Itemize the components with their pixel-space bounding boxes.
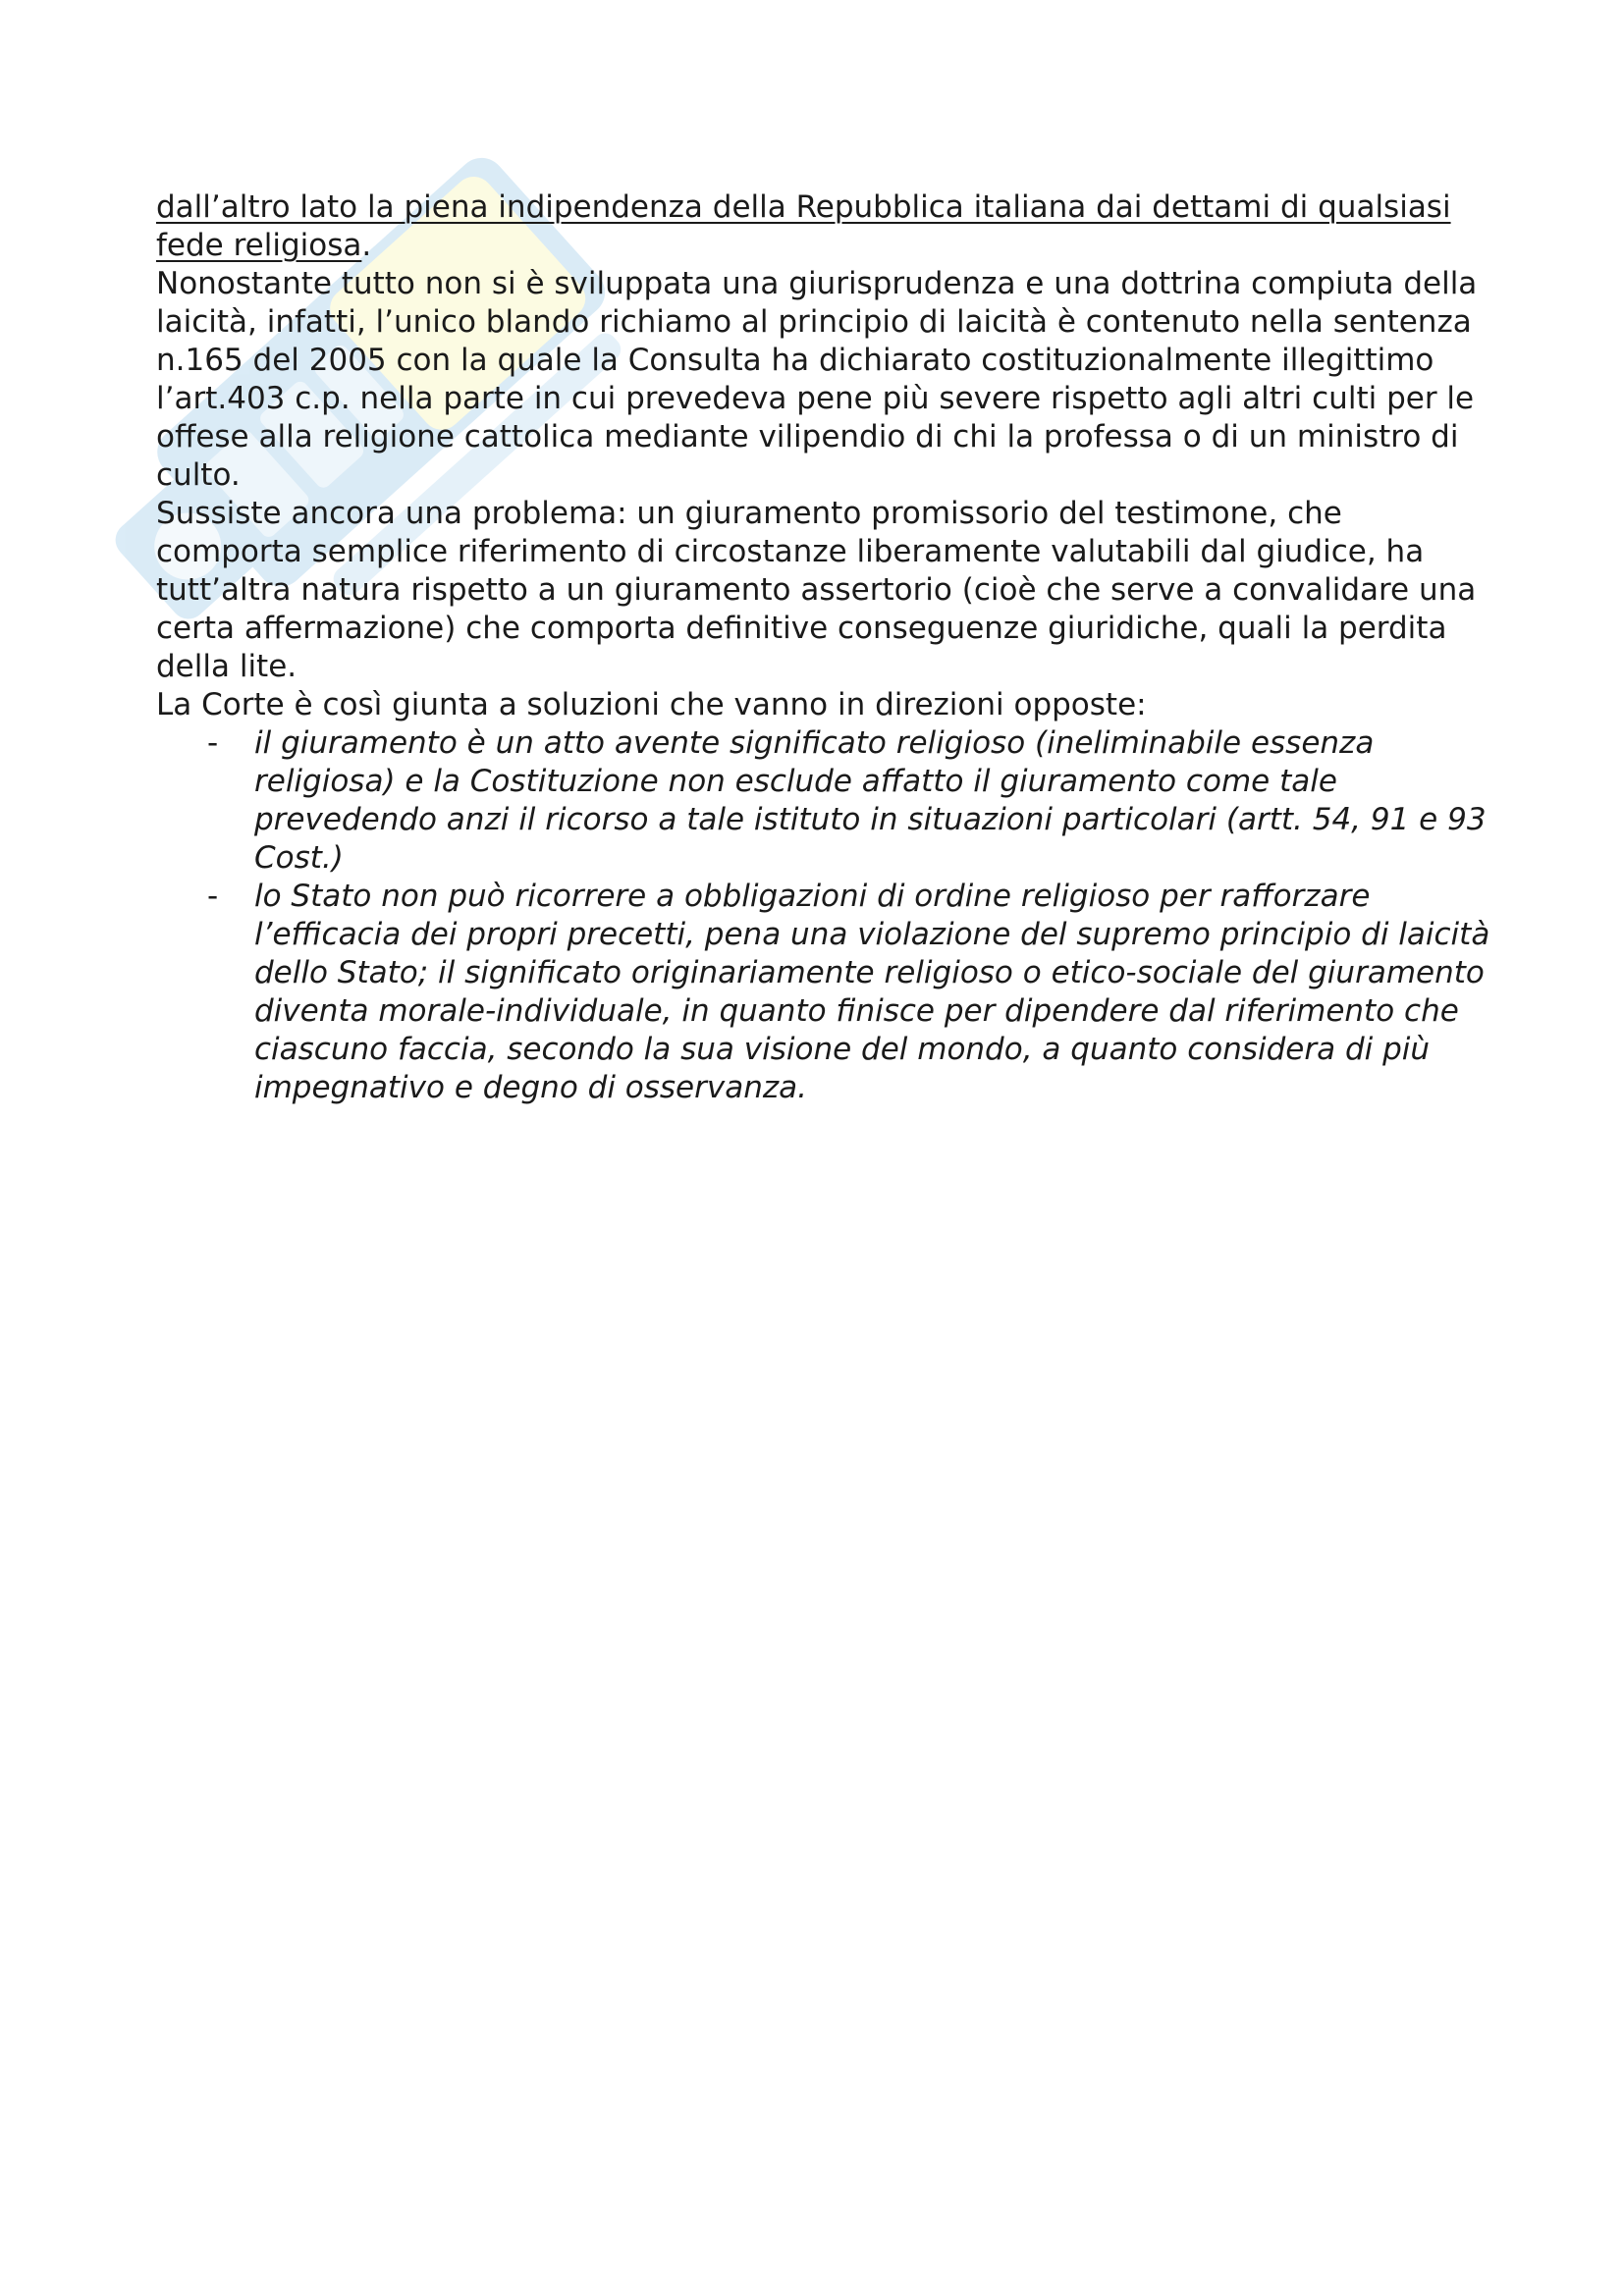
bullet-list [156, 724, 1491, 1107]
list-item [156, 878, 1491, 1107]
bullet-marker: - [207, 879, 219, 914]
list-item-text: il giuramento è un atto avente significato religioso (ineliminabile essenza religiosa) e la Costituzione non esclude affatto il giuramento come tale prevedendo anzi il ricorso a tale istituto in situazioni particolari (artt. 54, 91 e 93 Cost.) [254, 725, 1487, 876]
paragraph-1-end: . [361, 228, 372, 263]
document-body [156, 188, 1491, 1107]
list-item [156, 724, 1491, 878]
list-item-text: lo Stato non può ricorrere a obbligazioni di ordine religioso per rafforzare l’efficacia dei propri precetti, pena una violazione del supremo principio di laicità dello Stato; il significato originariamente religioso o etico-sociale del giuramento diventa morale-individuale, in quanto finisce per dipendere dal riferimento che ciascuno faccia, secondo la sua visione del mondo, a quanto considera di più impegnativo e degno di osservanza. [254, 879, 1490, 1105]
paragraph-1 [156, 188, 1491, 265]
bullet-marker: - [207, 725, 219, 761]
paragraph-4: La Corte è così giunta a soluzioni che vanno in direzioni opposte: [156, 687, 1147, 722]
paragraph-2: Nonostante tutto non si è sviluppata una giurisprudenza e una dottrina compiuta della laicità, infatti, l’unico blando richiamo al principio di laicità è contenuto nella sentenza n.165 del 2005 con la quale la Consulta ha dichiarato costituzionalmente illegittimo l’art.403 c.p. nella parte in cui prevedeva pene più severe rispetto agli altri culti per le offese alla religione cattolica mediante vilipendio di chi la professa o di un ministro di culto. [156, 266, 1478, 493]
paragraph-3: Sussiste ancora una problema: un giuramento promissorio del testimone, che comporta semplice riferimento di circostanze liberamente valutabili dal giudice, ha tutt’altra natura rispetto a un giuramento assertorio (cioè che serve a convalidare una certa affermazione) che comporta definitive conseguenze giuridiche, quali la perdita della lite. [156, 496, 1477, 684]
underlined-phrase: dall’altro lato la piena indipendenza della Repubblica italiana dai dettami di qualsiasi fede religiosa [156, 189, 1451, 263]
